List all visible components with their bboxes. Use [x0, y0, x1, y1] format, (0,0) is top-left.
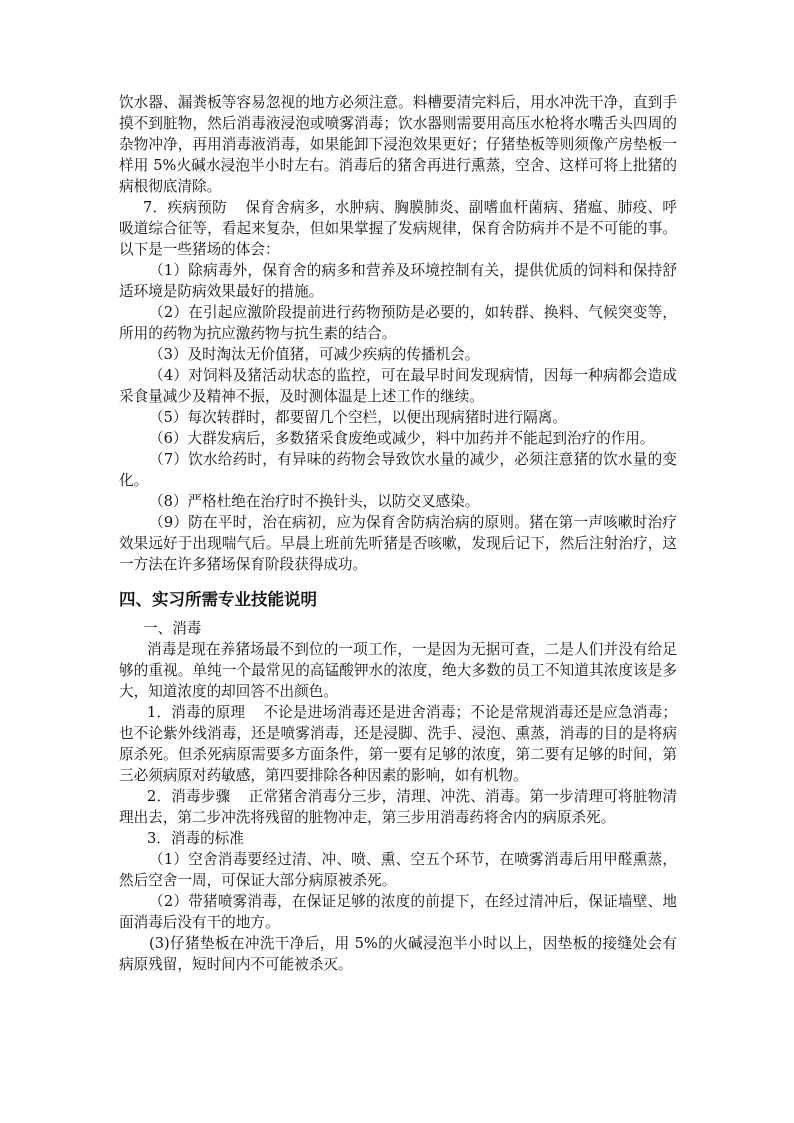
- subheading-standards: 3．消毒的标准: [147, 830, 244, 847]
- steps-text: 正常猪舍消毒分三步，清理、冲洗、消毒。第一步清理可将脏物清理出去，第二步冲洗将残留的脏物冲走，第三步用消毒药将舍内的病原杀死。: [119, 788, 677, 826]
- paragraph-disinfection-tail: 饮水器、漏粪板等容易忽视的地方必须注意。料槽要清完料后，用水冲洗干净，直到手摸不到脏物，然后消毒液浸泡或喷雾消毒；饮水器则需要用高压水枪将水嘴舌头四周的杂物冲净，再用消毒液消毒，如果能卸下浸泡效果更好；仔猪垫板等则须像产房垫板一样用 5%火碱水浸泡半小时左右。消毒后的猪舍再进行熏蒸，空舍、这样可将上批猪的病根彻底清除。: [119, 94, 677, 195]
- list-item: （5）每次转群时，都要留几个空栏，以便出现病猪时进行隔离。: [149, 409, 567, 426]
- paragraph-principle: [119, 702, 677, 786]
- list-item: (3)仔猪垫板在冲洗干净后，用 5%的火碱浸泡半小时以上，因垫板的接缝处会有病原残留，短时间内不可能被杀灭。: [119, 935, 677, 973]
- paragraph-intro: 消毒是现在养猪场最不到位的一项工作，一是因为无据可查，二是人们并没有给足够的重视。单纯一个最常见的高锰酸钾水的浓度，绝大多数的员工不知道其浓度该是多大，知道浓度的却回答不出颜色。: [119, 641, 677, 700]
- list-item: （4）对饲料及猪活动状态的监控，可在最早时间发现病情，因每一种病都会造成采食量减少及精神不振，及时测体温是上述工作的继续。: [119, 367, 677, 405]
- list-item: （6）大群发病后，多数猪采食废绝或减少，料中加药并不能起到治疗的作用。: [149, 430, 655, 447]
- section-heading: 四、实习所需专业技能说明: [119, 590, 317, 609]
- section-text: 保育舍病多，水肿病、胸膜肺炎、副嗜血杆菌病、猪瘟、肺疫、呼吸道综合征等，看起来复杂，但如果掌握了发病规律，保育舍防病并不是不可能的事。以下是一些猪场的体会：: [119, 199, 677, 258]
- document-page: [119, 92, 677, 975]
- list-item: （1）空舍消毒要经过清、冲、喷、熏、空五个环节，在喷雾消毒后用甲醛熏蒸，然后空舍一周，可保证大部分病原被杀死。: [119, 851, 677, 889]
- list-item: （2）带猪喷雾消毒，在保证足够的浓度的前提下，在经过清冲后，保证墙壁、地面消毒后没有干的地方。: [119, 893, 677, 931]
- list-item: （1）除病毒外，保育舍的病多和营养及环境控制有关，提供优质的饲料和保持舒适环境是防病效果最好的措施。: [119, 262, 677, 300]
- paragraph-steps: [119, 786, 677, 828]
- section-disease-prevention: [119, 197, 677, 260]
- principle-title: 1．消毒的原理: [147, 704, 246, 721]
- section-title: 7．疾病预防: [143, 199, 228, 216]
- list-item: （9）防在平时，治在病初，应为保育舍防病治病的原则。猪在第一声咳嗽时治疗效果远好于出现喘气后。早晨上班前先听猪是否咳嗽，发现后记下，然后注射治疗，这一方法在许多猪场保育阶段获得成功。: [119, 514, 677, 573]
- steps-title: 2．消毒步骤: [147, 788, 231, 805]
- list-item: （8）严格杜绝在治疗时不换针头，以防交叉感染。: [149, 493, 480, 510]
- list-item: （3）及时淘汰无价值猪，可减少疾病的传播机会。: [149, 346, 480, 363]
- list-item: （2）在引起应激阶段提前进行药物预防是必要的，如转群、换料、气候突变等，所用的药物为抗应激药物与抗生素的结合。: [119, 304, 677, 342]
- list-item: （7）饮水给药时，有异味的药物会导致饮水量的减少，必须注意猪的饮水量的变化。: [119, 451, 677, 489]
- subheading-disinfection: 一、消毒: [143, 620, 202, 637]
- principle-text: 不论是进场消毒还是进舍消毒；不论是常规消毒还是应急消毒；也不论紫外线消毒，还是喷雾消毒，还是浸脚、洗手、浸泡、熏蒸，消毒的目的是将病原杀死。但杀死病原需要多方面条件，第一要有足够的浓度，第二要有足够的时间，第三必须病原对药敏感，第四要排除各种因素的影响，如有机物。: [119, 704, 677, 784]
